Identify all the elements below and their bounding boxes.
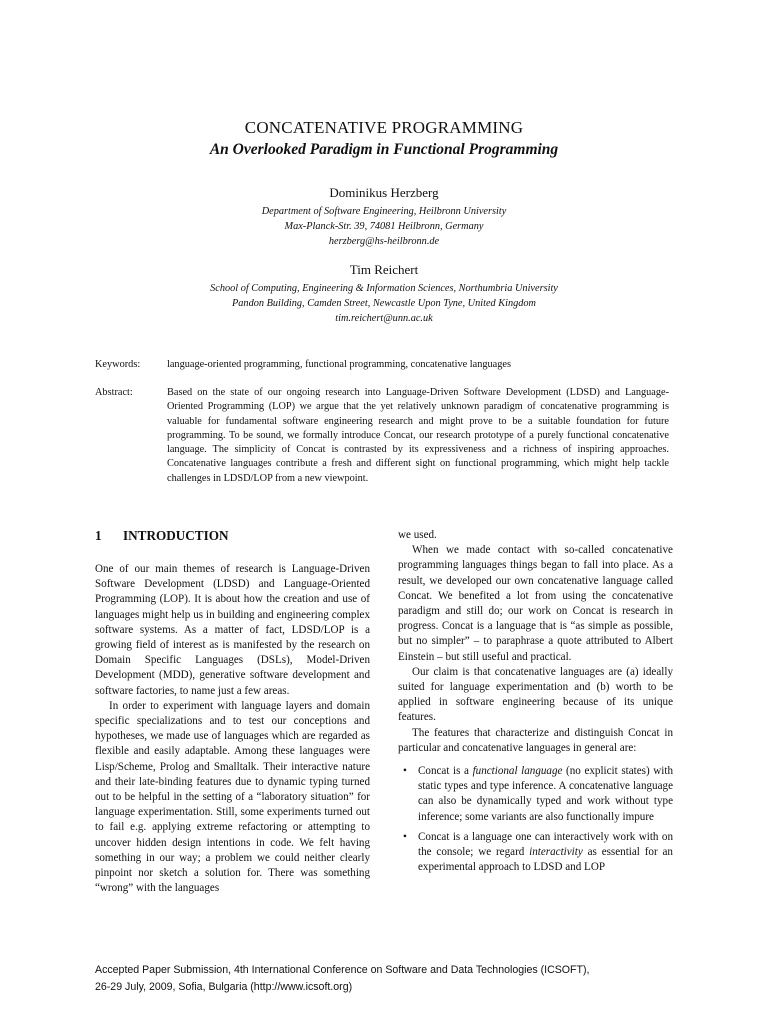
footer-line-2: 26-29 July, 2009, Sofia, Bulgaria (http://www.icsoft.org) [95,981,353,993]
bullet-emphasis: functional language [472,765,563,778]
bullet-text: Concat is a [418,765,473,778]
author-name: Tim Reichert [349,262,419,277]
author-email: herzberg@hs-heilbronn.de [328,236,440,247]
bullet-text: (no explicit states) with static types and type inference. A concatenative language can also be dynamically typed and work without type inference; some variants are also functionally impure [418,765,673,823]
section-title: INTRODUCTION [123,528,229,543]
intro-paragraph-2: In order to experiment with language layers and domain specific specializations and to test our conceptions and hypotheses, we made use of languages which are regarded as flexible and easily adaptable. Among these languages were Lisp/Scheme, Prolog and Smalltalk. Their interactive nature and their late-binding features due to dynamic typing turned out to be helpful in the setting of a “laboratory situation” for language experimentation. Still, some experiments turned out to fail e.g. applying extreme refactoring or attempting to uncover hidden design intentions in code. We felt having something in our way; a problem we could neither clearly pinpoint nor sketch a solution for. There was something “wrong” with the languages [95,699,370,895]
abstract-text: Based on the state of our ongoing research into Language-Driven Software Development (LDSD) and Language-Oriented Programming (LOP) we argue that the yet relatively unknown paradigm of concatenative programming is valuable for fundamental software engineering research and might prove to be a suitable foundation for future programming. To be sound, we formally introduce Concat, our research prototype of a purely functional concatenative language. The simplicity of Concat is contrasted by its expressiveness and a richness of inspiring approaches. Concatenative languages contribute a fresh and different sight on functional programming, which might help tackle challenges in LDSD/LOP from a new viewpoint. [167,387,669,484]
author-department: School of Computing, Engineering & Information Sciences, Northumbria University [210,283,558,294]
author-department: Department of Software Engineering, Heilbronn University [261,206,507,217]
feature-list-item [398,830,673,876]
author-name: Dominikus Herzberg [329,185,439,200]
section-number: 1 [95,528,102,543]
intro-paragraph-5: The features that characterize and distinguish Concat in particular and concatenative languages in general are: [398,726,673,754]
abstract-row [95,386,675,490]
title-block [0,118,768,159]
footer-line-1: Accepted Paper Submission, 4th International Conference on Software and Data Technologies (ICSOFT), [95,964,590,976]
intro-paragraph-3: When we made contact with so-called concatenative programming languages things began to fall into place. As a result, we developed our own concatenative language called Concat. We benefited a lot from using the concatenative paradigm and still do; our work on Concat is research in progress. Concat is a language that is “as simple as possible, but no simpler” – to paraphrase a quote attributed to Albert Einstein – but still useful and practical. [398,544,673,663]
paper-subtitle: An Overlooked Paradigm in Functional Programming [209,141,559,158]
author-block-2 [0,262,768,326]
author-block-1 [0,185,768,249]
bullet-icon: • [403,830,407,843]
keywords-row [95,358,675,374]
author-address: Max-Planck-Str. 39, 74081 Heilbronn, Germany [284,221,484,232]
intro-paragraph-1: One of our main themes of research is Language-Driven Software Development (LDSD) and Language-Oriented Programming (LOP). It is about how the creation and use of languages might help us in building and engineering complex software systems. As a matter of fact, LDSD/LOP is a growing field of interest as is manifested by the research on Domain Specific Languages (DSLs), Model-Driven Development (MDD), generative software development and software factories, to name just a few areas. [95,563,370,697]
bullet-text: as essential for an experimental approach to LDSD and LOP [418,846,673,874]
bullet-emphasis: interactivity [529,846,583,859]
author-email: tim.reichert@unn.ac.uk [335,313,433,324]
feature-list-item [398,764,673,825]
intro-paragraph-4: Our claim is that concatenative languages are (a) ideally suited for language experimentation and (b) worth to be applied in software engineering because of its unique features. [398,665,673,724]
section-heading [95,528,370,544]
bullet-text: Concat is a language one can interactively work with on the console; we regard [418,830,673,859]
submission-footer [95,962,705,996]
paper-title: CONCATENATIVE PROGRAMMING [244,118,524,137]
feature-list [398,764,673,875]
bullet-icon: • [403,765,407,778]
left-column [95,528,370,896]
keywords-label: Keywords: [95,359,141,370]
paragraph-continuation: we used. [398,529,437,541]
abstract-label: Abstract: [95,387,133,398]
author-address: Pandon Building, Camden Street, Newcastle Upon Tyne, United Kingdom [231,298,536,309]
keywords-text: language-oriented programming, functional programming, concatenative languages [167,359,511,370]
right-column [398,528,673,880]
